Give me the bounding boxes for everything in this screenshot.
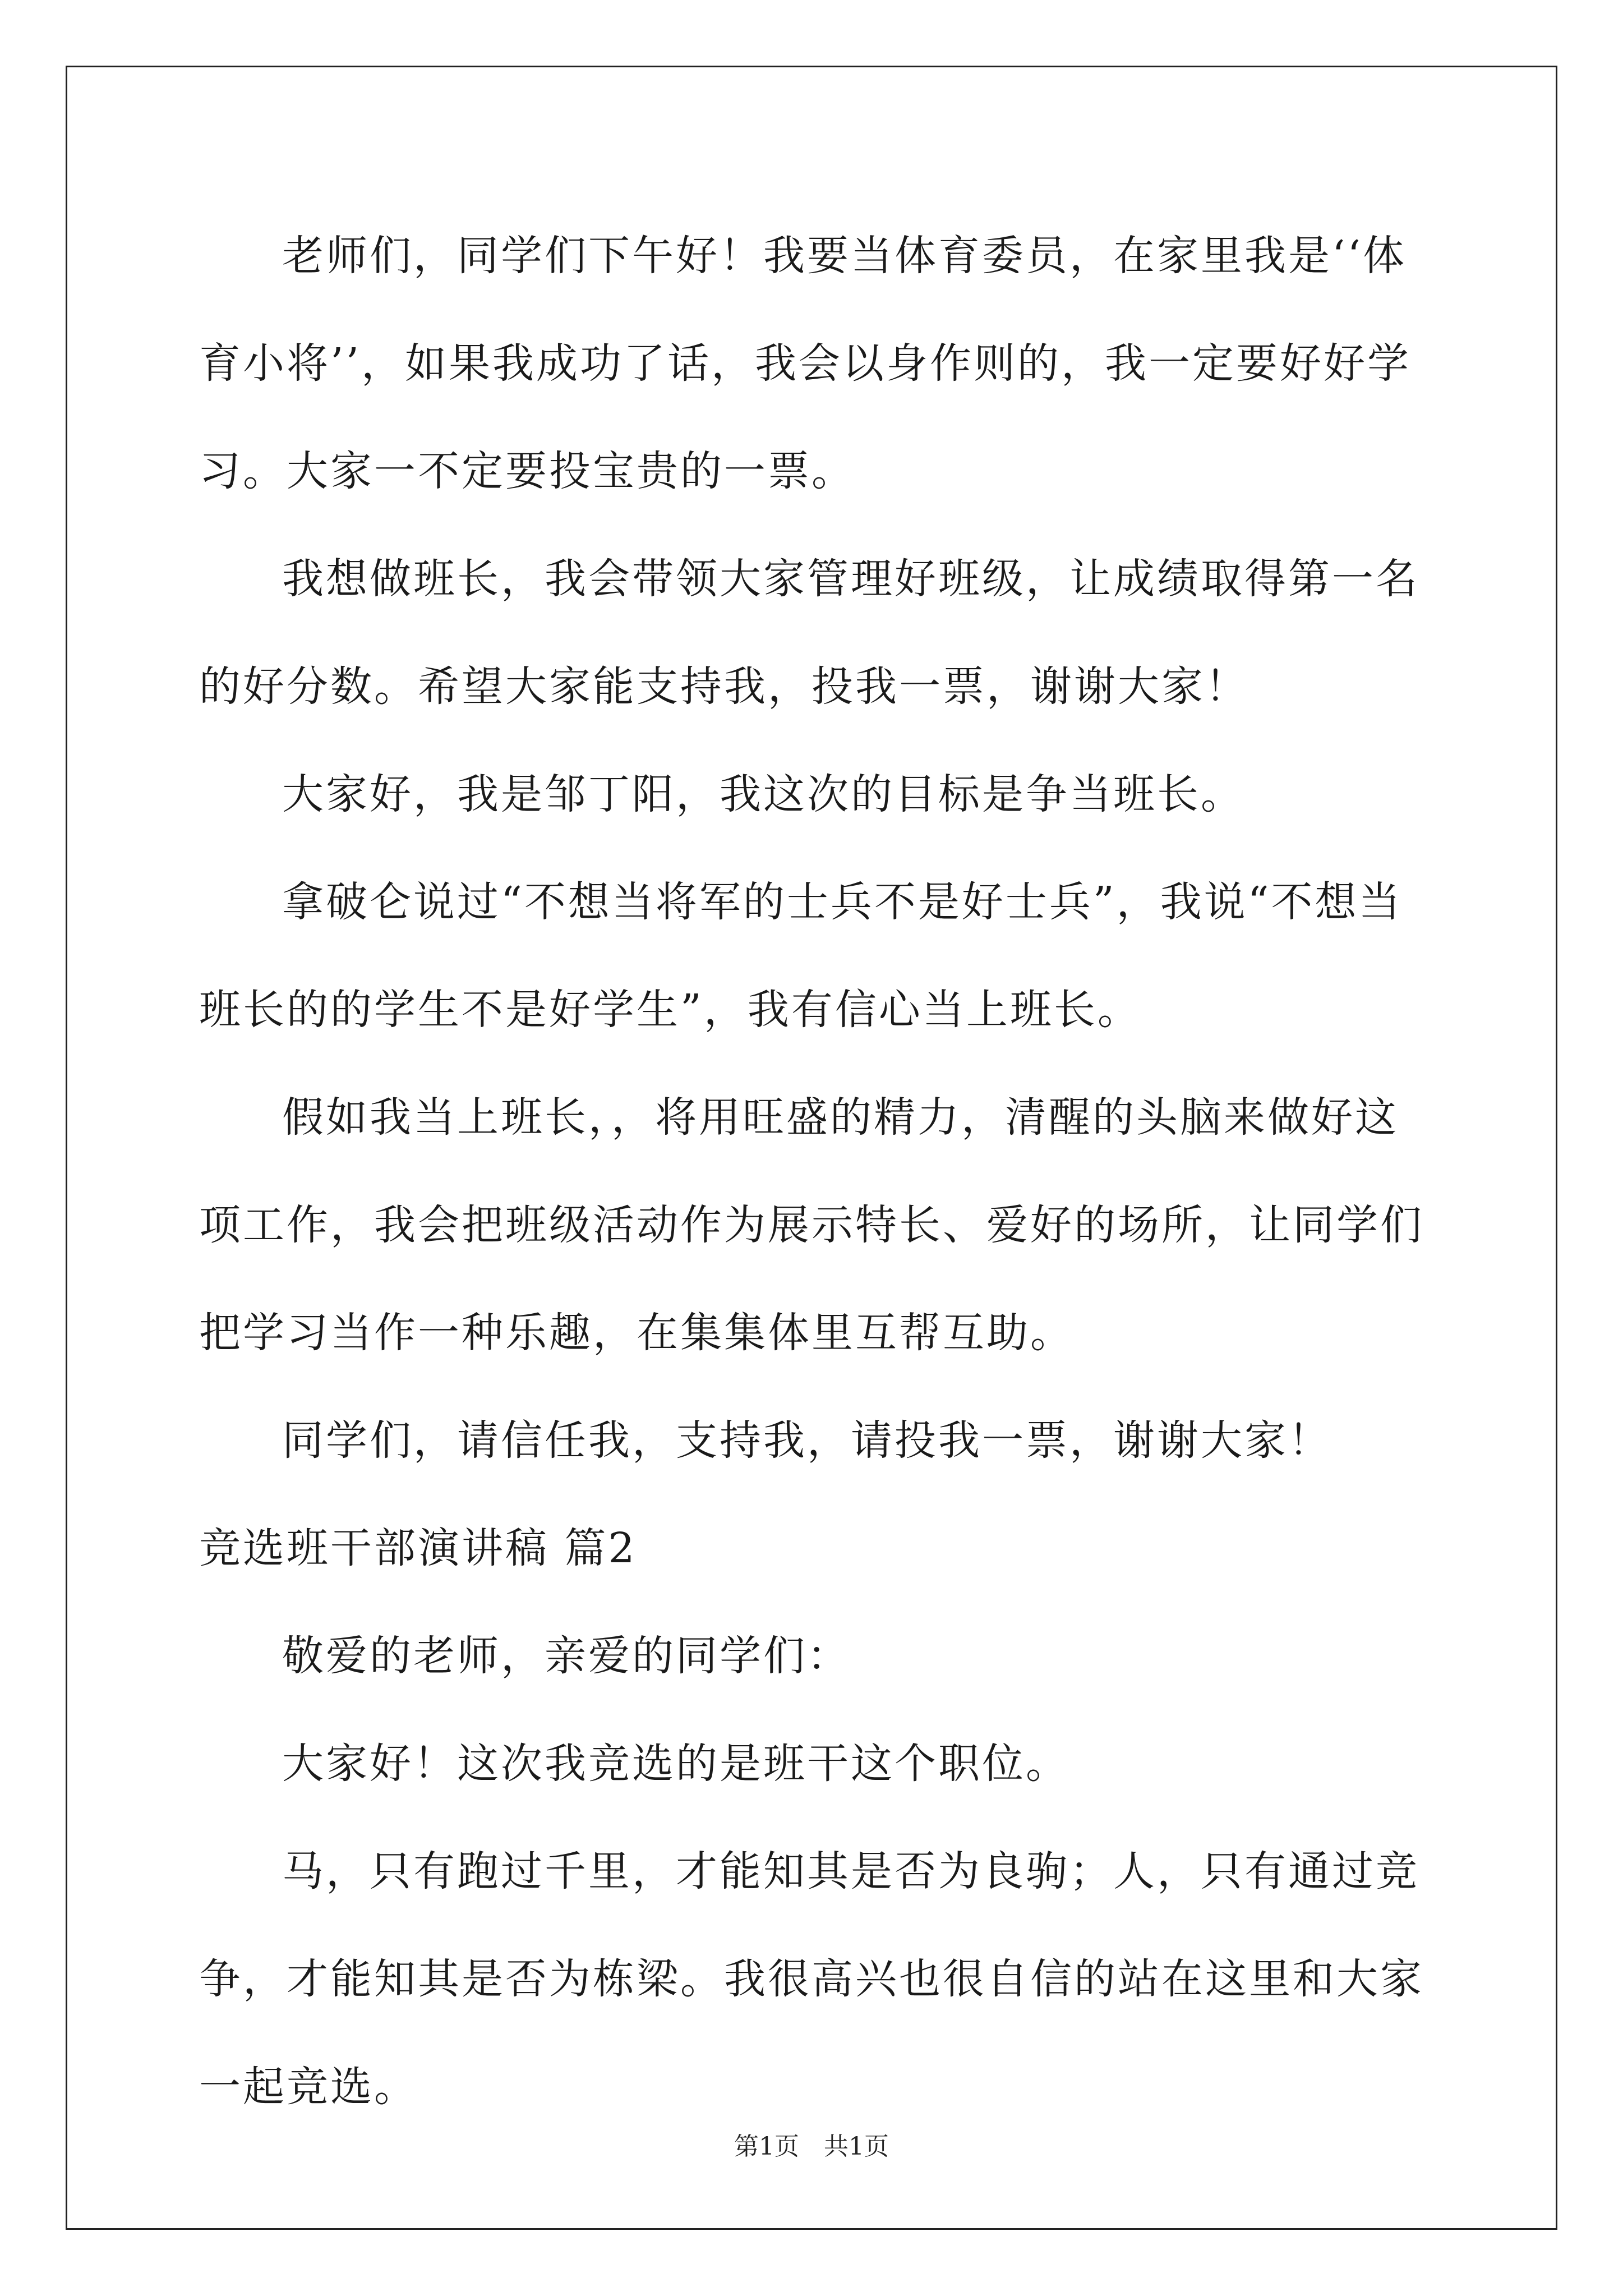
paragraph-3: 大家好，我是邹丁阳，我这次的目标是争当班长。 xyxy=(282,770,1244,818)
page-footer: 第1页 共1页 xyxy=(734,2132,889,2161)
paragraph-1: 老师们，同学们下午好！我要当体育委员，在家里我是‘‘体育小将’’，如果我成功了话，我会以身作则的，我一定要好好学习。大家一不定要投宝贵的一票。 xyxy=(199,232,1412,495)
section-heading: 竞选班干部演讲稿 篇2 xyxy=(199,1524,637,1572)
paragraph-8: 大家好！这次我竞选的是班干这个职位。 xyxy=(282,1740,1069,1788)
paragraph-4: 拿破仑说过“不想当将军的士兵不是好士兵”，我说“不想当班长的的学生不是好学生”，我有信心当上班长。 xyxy=(199,878,1403,1034)
paragraph-5: 假如我当上班长，，将用旺盛的精力，清醒的头脑来做好这项工作，我会把班级活动作为展示特长、爱好的场所，让同学们把学习当作一种乐趣，在集集体里互帮互助。 xyxy=(199,1093,1424,1357)
paragraph-2: 我想做班长，我会带领大家管理好班级，让成绩取得第一名的好分数。希望大家能支持我，投我一票，谢谢大家！ xyxy=(199,555,1419,711)
paragraph-6: 同学们，请信任我，支持我，请投我一票，谢谢大家！ xyxy=(282,1416,1332,1465)
paragraph-9: 马，只有跑过千里，才能知其是否为良驹；人，只有通过竞争，才能知其是否为栋梁。我很高兴也很自信的站在这里和大家一起竞选。 xyxy=(199,1847,1424,2111)
paragraph-7: 敬爱的老师，亲爱的同学们： xyxy=(282,1632,851,1680)
document-body xyxy=(199,202,1433,2141)
